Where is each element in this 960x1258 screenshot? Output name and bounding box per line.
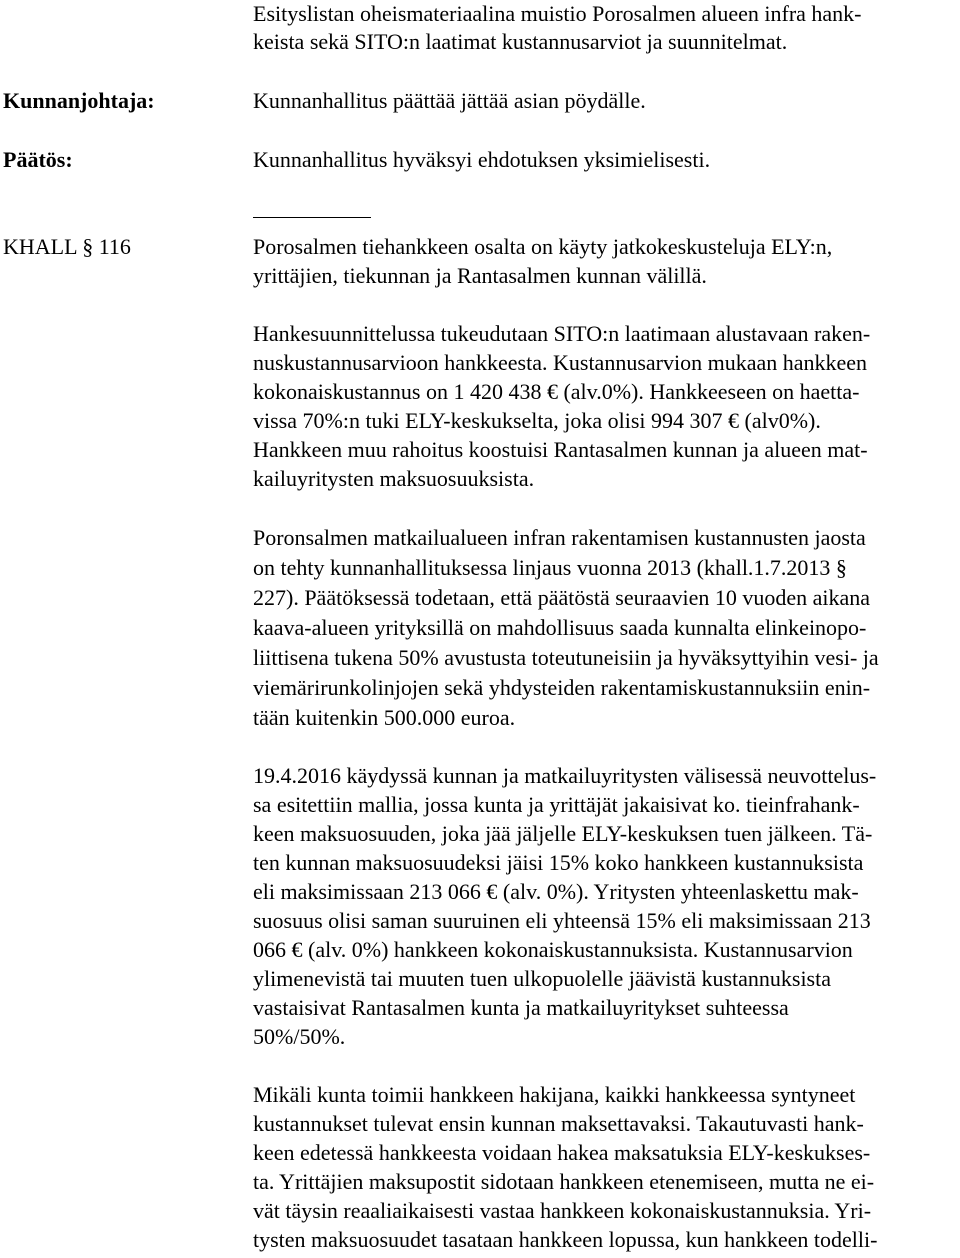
paragraph-4-line: Mikäli kunta toimii hankkeen hakijana, kaikki hankkeessa syntyneet — [253, 1082, 856, 1107]
paragraph-1-line: kailuyritysten maksuosuuksista. — [253, 466, 535, 491]
paragraph-2-line: 227). Päätöksessä todetaan, että päätöstä seuraavien 10 vuoden aikana — [253, 585, 870, 610]
paragraph-2-line: Poronsalmen matkailualueen infran rakentamisen kustannusten jaosta — [253, 525, 866, 550]
paatos-label: Päätös: — [3, 147, 73, 172]
paragraph-3-line: eli maksimissaan 213 066 € (alv. 0%). Yritysten yhteenlaskettu mak- — [253, 879, 859, 904]
paragraph-1-line: nuskustannusarvioon hankkeesta. Kustannusarvion mukaan hankkeen — [253, 350, 868, 375]
paragraph-4-line: vät täysin reaaliaikaisesti vastaa hankkeen kokonaiskustannuksia. Yri- — [253, 1198, 872, 1223]
paragraph-1-line: Hankkeen muu rahoitus koostuisi Rantasalmen kunnan ja alueen mat- — [253, 437, 868, 462]
intro-line: keista sekä SITO:n laatimat kustannusarviot ja suunnitelmat. — [253, 29, 788, 54]
paragraph-2-line: viemärirunkolinjojen sekä yhdysteiden rakentamiskustannuksiin enin- — [253, 675, 871, 700]
paragraph-3-line: sa esitettiin mallia, jossa kunta ja yrittäjät jakaisivat ko. tieinfrahank- — [253, 792, 860, 817]
section-divider — [253, 217, 371, 218]
paragraph-1-line: vissa 70%:n tuki ELY-keskukselta, joka olisi 994 307 € (alv0%). — [253, 408, 821, 433]
paragraph-4-line: kustannukset tulevat ensin kunnan maksettavaksi. Takautuvasti hank- — [253, 1111, 864, 1136]
paragraph-2-line: tään kuitenkin 500.000 euroa. — [253, 705, 516, 730]
paragraph-4-line: keen edetessä hankkeesta voidaan hakea maksatuksia ELY-keskukses- — [253, 1140, 871, 1165]
paatos-text: Kunnanhallitus hyväksyi ehdotuksen yksimielisesti. — [253, 147, 711, 172]
paragraph-3-line: suosuus olisi saman suuruinen eli yhteensä 15% eli maksimissaan 213 — [253, 908, 871, 933]
paragraph-2-line: kaava-alueen yrityksillä on mahdollisuus saada kunnalta elinkeinopo- — [253, 615, 867, 640]
paragraph-3-line: ten kunnan maksuosuudeksi jäisi 15% koko hankkeen kustannuksista — [253, 850, 864, 875]
paragraph-3-line: keen maksuosuuden, joka jää jäljelle ELY-keskuksen tuen jälkeen. Tä- — [253, 821, 873, 846]
paragraph-4-line: tysten maksuosuudet tasataan hankkeen lopussa, kun hankkeen todelli- — [253, 1227, 878, 1252]
section-label: KHALL § 116 — [3, 234, 131, 259]
paragraph-2-line: on tehty kunnanhallituksessa linjaus vuonna 2013 (khall.1.7.2013 § — [253, 555, 847, 580]
kunnanjohtaja-text: Kunnanhallitus päättää jättää asian pöydälle. — [253, 88, 646, 113]
paragraph-4-line: ta. Yrittäjien maksupostit sidotaan hankkeen etenemiseen, mutta ne ei- — [253, 1169, 875, 1194]
paragraph-3-line: vastaisivat Rantasalmen kunta ja matkailuyritykset suhteessa — [253, 995, 789, 1020]
paragraph-1-line: kokonaiskustannus on 1 420 438 € (alv.0%). Hankkeeseen on haetta- — [253, 379, 860, 404]
paragraph-1-line: Hankesuunnittelussa tukeudutaan SITO:n laatimaan alustavaan raken- — [253, 321, 871, 346]
section-line: yrittäjien, tiekunnan ja Rantasalmen kunnan välillä. — [253, 263, 707, 288]
paragraph-3-line: 19.4.2016 käydyssä kunnan ja matkailuyritysten välisessä neuvottelus- — [253, 763, 877, 788]
intro-line: Esityslistan oheismateriaalina muistio Porosalmen alueen infra hank- — [253, 1, 862, 26]
paragraph-3-line: 50%/50%. — [253, 1024, 346, 1049]
paragraph-3-line: ylimenevistä tai muuten tuen ulkopuolelle jäävistä kustannuksista — [253, 966, 831, 991]
paragraph-2-line: liittisena tukena 50% avustusta toteutuneisiin ja hyväksyttyihin vesi- ja — [253, 645, 879, 670]
section-line: Porosalmen tiehankkeen osalta on käyty jatkokeskusteluja ELY:n, — [253, 234, 833, 259]
paragraph-3-line: 066 € (alv. 0%) hankkeen kokonaiskustannuksista. Kustannusarvion — [253, 937, 853, 962]
kunnanjohtaja-label: Kunnanjohtaja: — [3, 88, 155, 113]
